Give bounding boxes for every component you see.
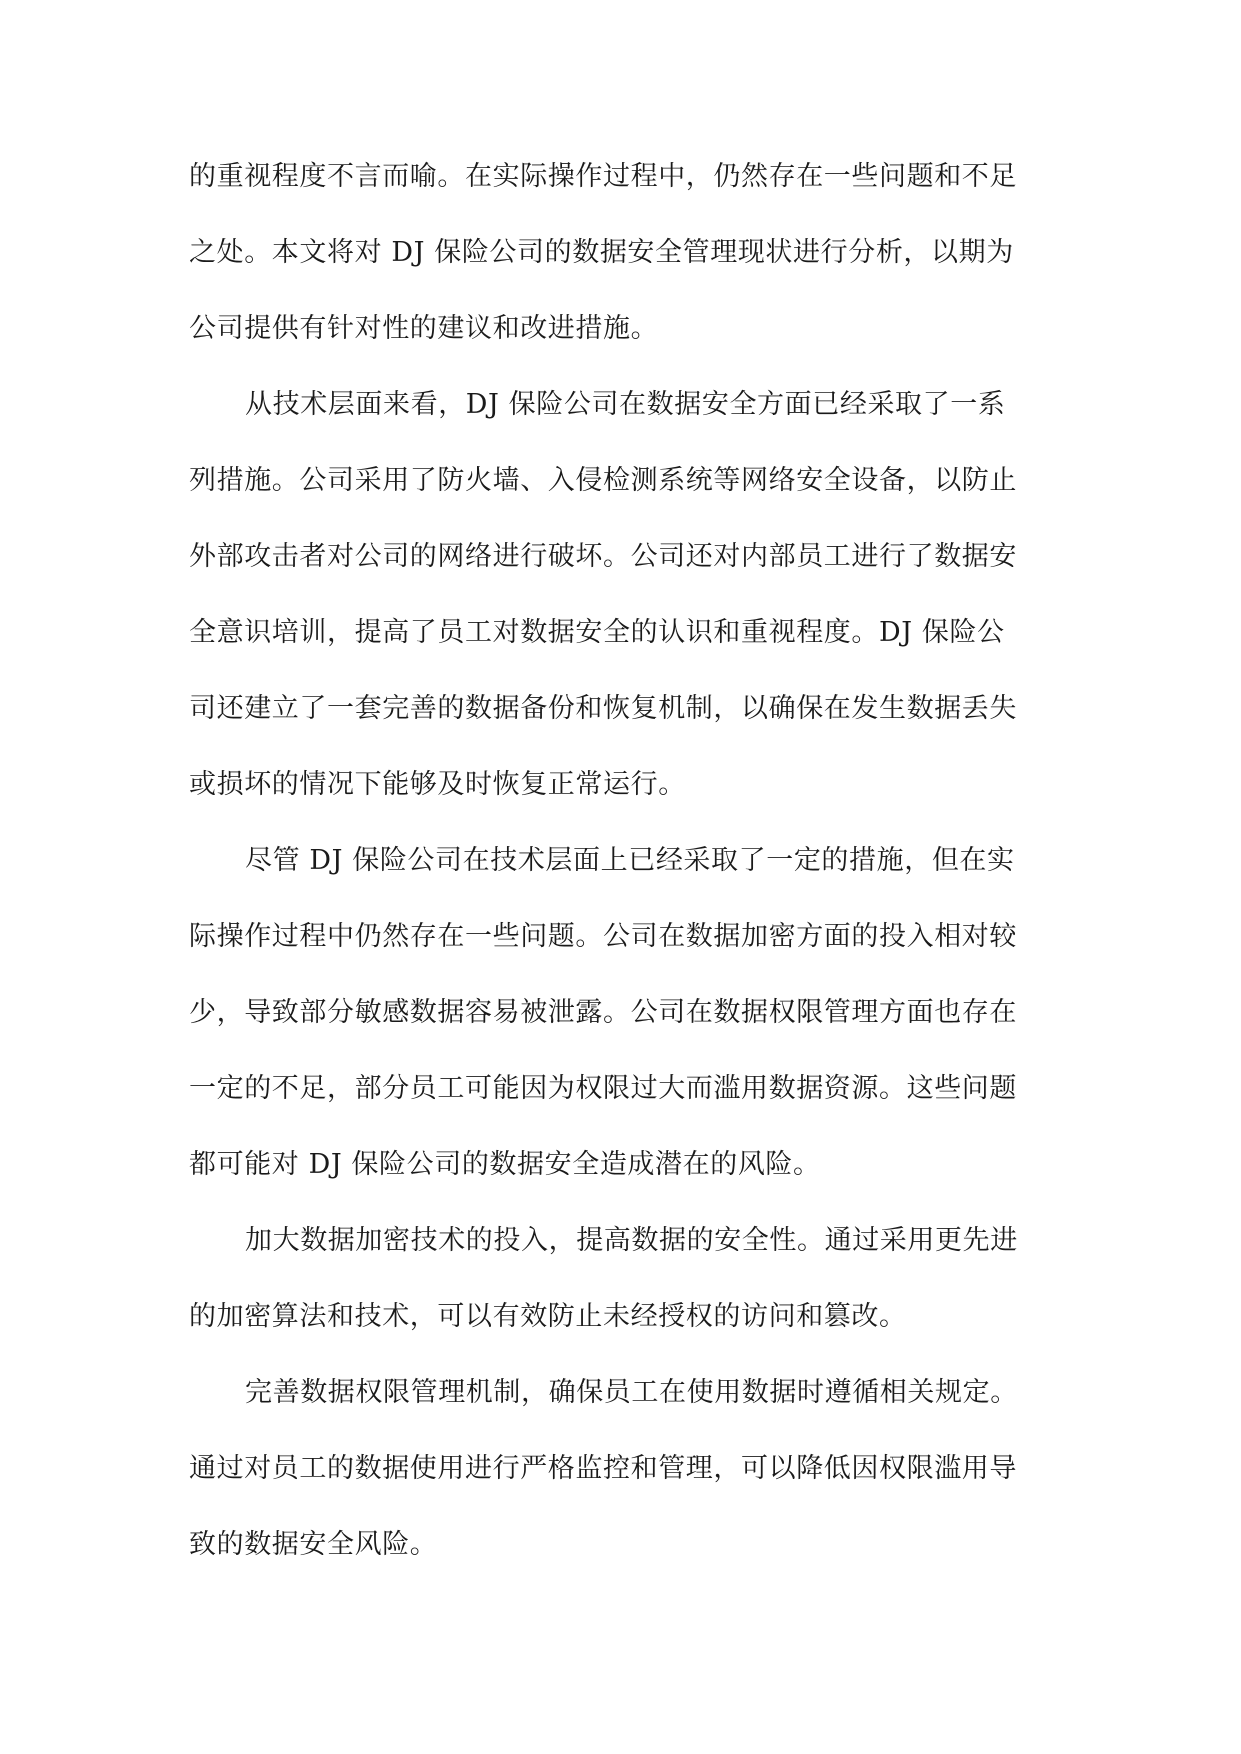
paragraph-5-line-1: 完善数据权限管理机制，确保员工在使用数据时遵循相关规定。 — [245, 1377, 1018, 1408]
paragraph-5-line-3: 致的数据安全风险。 — [189, 1529, 438, 1560]
paragraph-1-line-3: 公司提供有针对性的建议和改进措施。 — [189, 313, 659, 344]
paragraph-2-line-1: 从技术层面来看，DJ 保险公司在数据安全方面已经采取了一系 — [245, 389, 1006, 420]
paragraph-5-line-2: 通过对员工的数据使用进行严格监控和管理，可以降低因权限滥用导 — [189, 1453, 1017, 1484]
paragraph-3-line-2: 际操作过程中仍然存在一些问题。公司在数据加密方面的投入相对较 — [189, 921, 1017, 952]
paragraph-4-line-1: 加大数据加密技术的投入，提高数据的安全性。通过采用更先进 — [245, 1225, 1018, 1256]
paragraph-4-line-2: 的加密算法和技术，可以有效防止未经授权的访问和篡改。 — [189, 1301, 907, 1332]
paragraph-3-line-4: 一定的不足，部分员工可能因为权限过大而滥用数据资源。这些问题 — [189, 1073, 1017, 1104]
paragraph-3-line-1: 尽管 DJ 保险公司在技术层面上已经采取了一定的措施，但在实 — [245, 845, 1015, 876]
paragraph-3-line-5: 都可能对 DJ 保险公司的数据安全造成潜在的风险。 — [189, 1149, 821, 1180]
body-text — [189, 139, 1059, 1583]
paragraph-2-line-6: 或损坏的情况下能够及时恢复正常运行。 — [189, 769, 686, 800]
paragraph-2-line-5: 司还建立了一套完善的数据备份和恢复机制，以确保在发生数据丢失 — [189, 693, 1017, 724]
paragraph-1-line-1: 的重视程度不言而喻。在实际操作过程中，仍然存在一些问题和不足 — [189, 161, 1017, 192]
paragraph-2-line-2: 列措施。公司采用了防火墙、入侵检测系统等网络安全设备，以防止 — [189, 465, 1017, 496]
paragraph-2-line-4: 全意识培训，提高了员工对数据安全的认识和重视程度。DJ 保险公 — [189, 617, 1005, 648]
paragraph-1-line-2: 之处。本文将对 DJ 保险公司的数据安全管理现状进行分析，以期为 — [189, 237, 1014, 268]
paragraph-2-line-3: 外部攻击者对公司的网络进行破坏。公司还对内部员工进行了数据安 — [189, 541, 1017, 572]
paragraph-3-line-3: 少，导致部分敏感数据容易被泄露。公司在数据权限管理方面也存在 — [189, 997, 1017, 1028]
